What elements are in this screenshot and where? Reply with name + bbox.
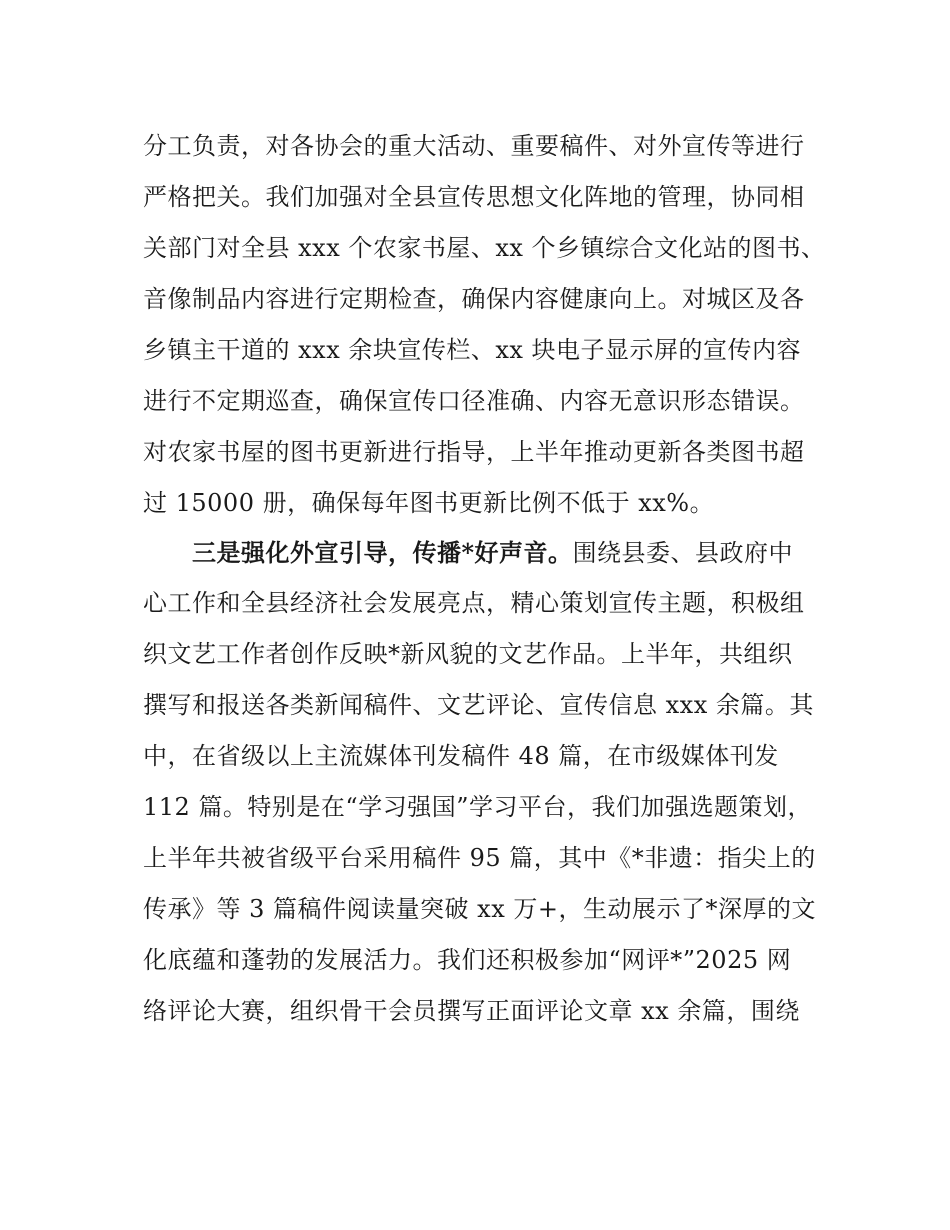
text-line: 心工作和全县经济社会发展亮点，精心策划宣传主题，积极组 [143, 589, 805, 617]
paragraph-1 [143, 121, 826, 529]
text-line: 化底蕴和蓬勃的发展活力。我们还积极参加“网评*”2025 网 [143, 946, 792, 974]
text-line: 中，在省级以上主流媒体刊发稿件 48 篇，在市级媒体刊发 [143, 742, 779, 770]
text-line: 进行不定期巡查，确保宣传口径准确、内容无意识形态错误。 [143, 387, 805, 415]
text-line: 传承》等 3 篇稿件阅读量突破 xx 万+，生动展示了*深厚的文 [143, 895, 816, 923]
text-line: 上半年共被省级平台采用稿件 95 篇，其中《*非遗：指尖上的 [143, 844, 816, 872]
paragraph-first-line [143, 527, 823, 578]
text-line: 音像制品内容进行定期检查，确保内容健康向上。对城区及各 [143, 285, 805, 313]
text-line: 过 15000 册，确保每年图书更新比例不低于 xx%。 [143, 489, 715, 517]
text-line: 络评论大赛，组织骨干会员撰写正面评论文章 xx 余篇，围绕 [143, 997, 800, 1025]
text-line: 112 篇。特别是在“学习强国”学习平台，我们加强选题策划， [143, 793, 812, 821]
text-line: 关部门对全县 xxx 个农家书屋、xx 个乡镇综合文化站的图书、 [143, 234, 826, 262]
text-line: 分工负责，对各协会的重大活动、重要稿件、对外宣传等进行 [143, 132, 805, 160]
paragraph-2 [143, 527, 823, 1037]
text-line: 乡镇主干道的 xxx 余块宣传栏、xx 块电子显示屏的宣传内容 [143, 336, 802, 364]
text-line: 对农家书屋的图书更新进行指导，上半年推动更新各类图书超 [143, 438, 805, 466]
paragraph-lead-heading: 三是强化外宣引导，传播*好声音。 [192, 538, 573, 567]
paragraph-lead-rest: 围绕县委、县政府中 [572, 539, 794, 567]
text-line: 严格把关。我们加强对全县宣传思想文化阵地的管理，协同相 [143, 183, 805, 211]
text-line: 撰写和报送各类新闻稿件、文艺评论、宣传信息 xxx 余篇。其 [143, 691, 814, 719]
text-line: 织文艺工作者创作反映*新风貌的文艺作品。上半年，共组织 [143, 640, 793, 668]
